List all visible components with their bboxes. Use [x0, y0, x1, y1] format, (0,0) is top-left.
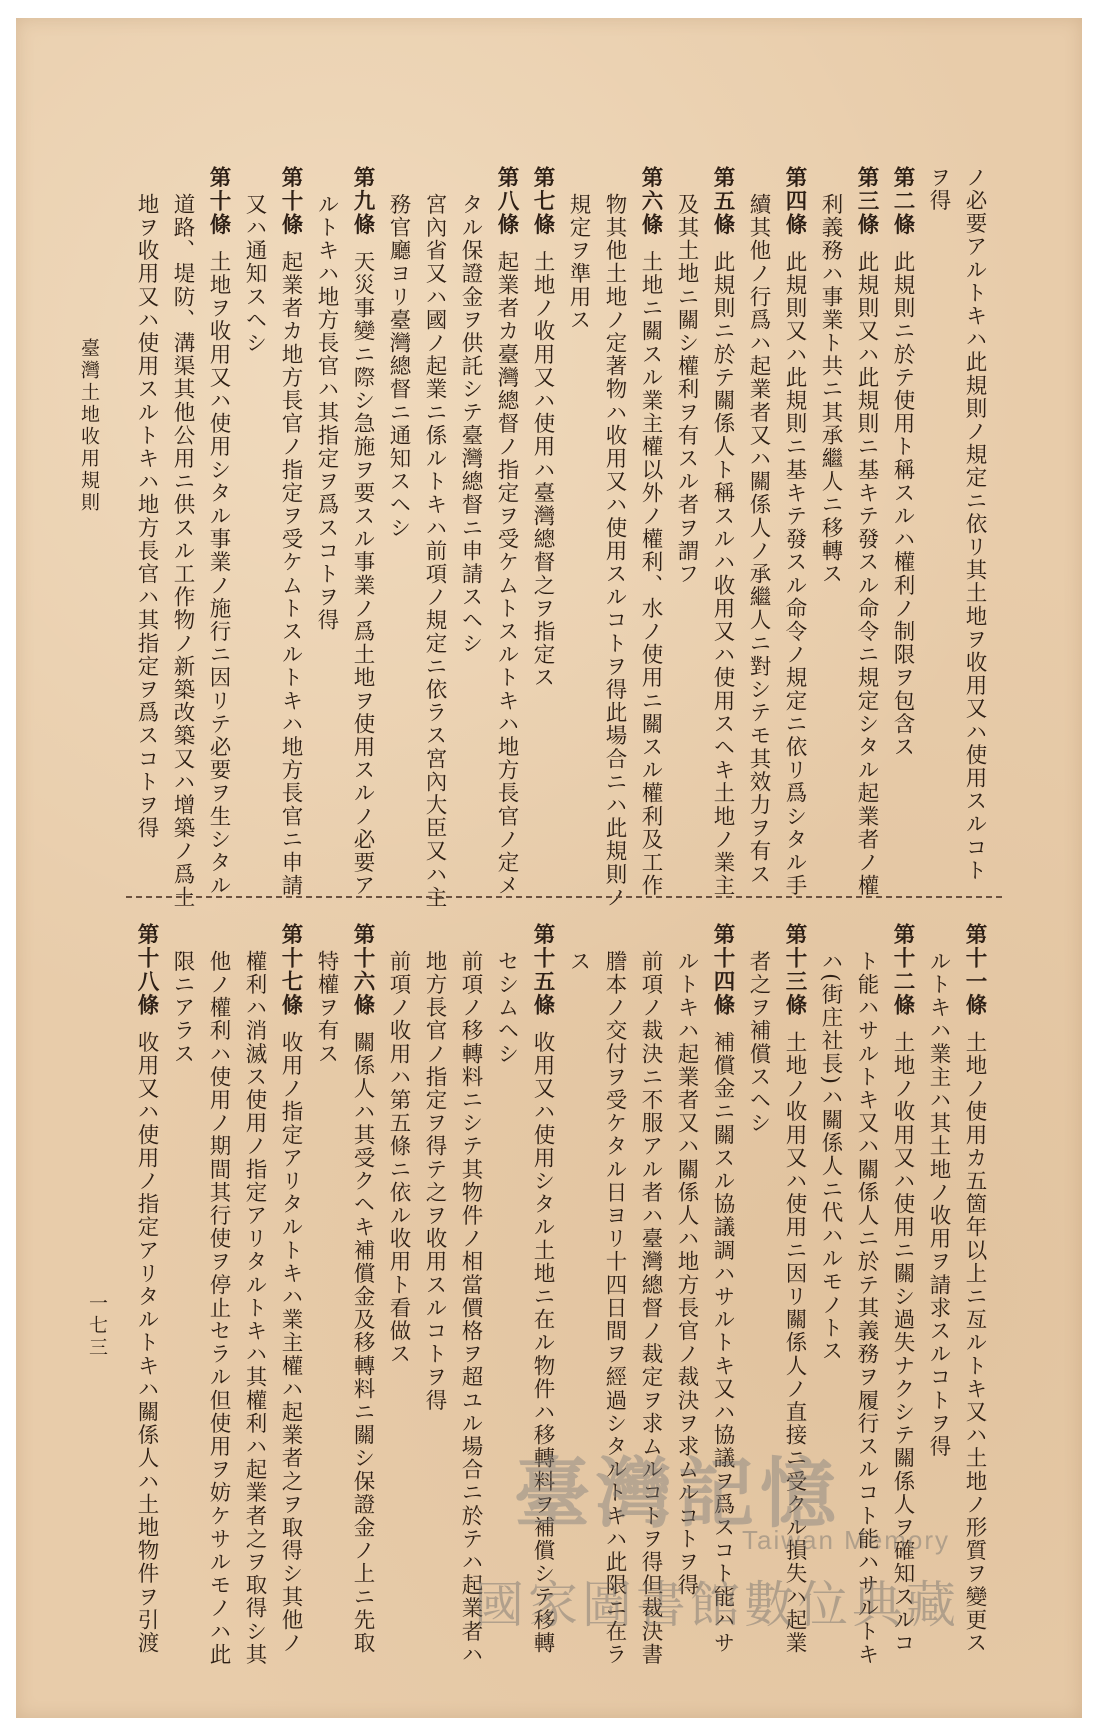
article-heading: 第十條: [206, 166, 231, 237]
article-heading: 第六條: [638, 166, 663, 237]
running-title: 臺灣土地收用規則: [78, 338, 100, 514]
article-text: ヲ得: [926, 166, 951, 213]
text-column: [344, 923, 380, 1655]
article-text: ス: [566, 950, 591, 974]
article-text: 道路、堤防、溝渠其他公用ニ供スル工作物ノ新築改築又ハ增築ノ爲土: [170, 193, 195, 910]
text-column: [236, 923, 272, 1666]
text-column: [380, 923, 416, 1366]
article-text: ルトキハ地方長官ハ其指定ヲ爲スコトヲ得: [314, 193, 339, 632]
text-column: [164, 923, 200, 1066]
article-text: ト能ハサルトキ又ハ關係人ニ於テ其義務ヲ履行スルコト能ハサルトキ: [854, 950, 879, 1667]
article-text: 地ヲ收用又ハ使用スルトキハ地方長官ハ其指定ヲ爲スコトヲ得: [134, 193, 159, 840]
text-column: [344, 166, 380, 897]
article-text: ルトキハ業主ハ其土地ノ收用ヲ請求スルコトヲ得: [926, 950, 951, 1459]
article-text: 土地ノ使用カ五箇年以上ニ亙ルトキ又ハ土地ノ形質ヲ變更ス: [962, 1031, 987, 1655]
article-heading: 第九條: [350, 166, 375, 237]
text-column: [488, 923, 524, 1066]
article-text: セシムヘシ: [494, 950, 519, 1066]
article-text: 起業者カ臺灣總督ノ指定ヲ受ケムトスルトキハ地方長官ノ定メ: [494, 250, 519, 898]
article-heading: 第五條: [710, 166, 735, 237]
text-column: [596, 166, 632, 909]
text-column: [128, 923, 164, 1655]
text-column: [956, 166, 992, 882]
article-text: 收用又ハ使用ノ指定アリタルトキハ關係人ハ土地物件ヲ引渡: [134, 1031, 159, 1655]
article-heading: 第十七條: [278, 923, 303, 1017]
page-number: 一七三: [86, 1293, 108, 1359]
article-text: 此規則又ハ此規則ニ基キテ發スル命令ニ規定シタル起業者ノ權: [854, 250, 879, 898]
library-watermark: [474, 1433, 1034, 1643]
text-column: [560, 166, 596, 332]
text-column: [272, 166, 308, 897]
article-text: 土地ニ關スル業主權以外ノ權利、水ノ使用ニ關スル權利及工作: [638, 250, 663, 898]
text-column: [920, 923, 956, 1458]
article-text: 謄本ノ交付ヲ受ケタル日ヨリ十四日間ヲ經過シタルトキハ此限ニ在ラ: [602, 950, 627, 1667]
article-text: 宮內省又ハ國ノ起業ニ係ルトキハ前項ノ規定ニ依ラス宮內大臣又ハ主: [422, 193, 447, 910]
article-text: 續其他ノ行爲ハ起業者又ハ關係人ノ承繼人ニ對シテモ其效力ヲ有ス: [746, 193, 771, 886]
text-column: [416, 166, 452, 909]
text-column: [668, 166, 704, 586]
article-heading: 第十六條: [350, 923, 375, 1017]
watermark-institution: 國家圖書館數位典藏: [474, 1576, 960, 1634]
text-column: [524, 166, 560, 689]
text-column: [884, 166, 920, 759]
text-column: [128, 166, 164, 840]
text-column: [380, 166, 416, 540]
article-text: 及其土地ニ關シ權利ヲ有スル者ヲ謂フ: [674, 193, 699, 586]
article-text: 權利ハ消滅ス使用ノ指定アリタルトキハ其權利ハ起業者之ヲ取得シ其: [242, 950, 267, 1667]
article-text: 又ハ通知スヘシ: [242, 193, 267, 355]
article-heading: 第十三條: [782, 923, 807, 1017]
article-text: 特權ヲ有ス: [314, 950, 339, 1066]
text-column: [164, 166, 200, 909]
text-column: [812, 923, 848, 1363]
article-text: 利義務ハ事業ト共ニ其承繼人ニ移轉ス: [818, 193, 843, 586]
section-divider: [126, 896, 1002, 898]
article-heading: 第十八條: [134, 923, 159, 1017]
text-column: [632, 166, 668, 897]
article-heading: 第七條: [530, 166, 555, 237]
article-heading: 第二條: [890, 166, 915, 237]
text-column: [560, 923, 596, 973]
article-heading: 第三條: [854, 166, 879, 237]
article-text: 此規則又ハ此規則ニ基キテ發スル命令ノ規定ニ依リ爲シタル手: [782, 250, 807, 898]
article-text: 限ニアラス: [170, 950, 195, 1066]
article-text: 務官廳ヨリ臺灣總督ニ通知スヘシ: [386, 193, 411, 540]
article-text: ノ必要アルトキハ此規則ノ規定ニ依リ其土地ヲ收用又ハ使用スルコト: [962, 166, 987, 883]
text-column: [740, 923, 776, 1135]
text-column: [920, 166, 956, 212]
article-heading: 第八條: [494, 166, 519, 237]
article-text: 物其他土地ノ定著物ハ收用又ハ使用スルコトヲ得此場合ニハ此規則ノ: [602, 193, 627, 910]
text-column: [200, 923, 236, 1666]
article-text: 補償金ニ關スル協議調ハサルトキ又ハ協議ヲ爲スコト能ハサ: [710, 1031, 735, 1655]
document-page: [16, 18, 1082, 1718]
article-text: タル保證金ヲ供託シテ臺灣總督ニ申請スヘシ: [458, 193, 483, 655]
text-column: [308, 923, 344, 1066]
article-text: 規定ヲ準用ス: [566, 193, 591, 332]
text-column: [236, 166, 272, 355]
watermark-main: 臺灣記憶: [514, 1449, 842, 1538]
text-column: [200, 166, 236, 897]
text-column: [776, 166, 812, 897]
article-text: 前項ノ收用ハ第五條ニ依ル收用ト看做ス: [386, 950, 411, 1366]
article-heading: 第十四條: [710, 923, 735, 1017]
article-text: 土地ノ收用又ハ使用ハ臺灣總督之ヲ指定ス: [530, 250, 555, 690]
text-column: [704, 166, 740, 897]
article-text: 前項ノ移轉料ニシテ其物件ノ相當價格ヲ超ユル場合ニ於テハ起業者ハ: [458, 950, 483, 1667]
text-column: [416, 923, 452, 1412]
article-text: 關係人ハ其受クヘキ補償金及移轉料ニ關シ保證金ノ上ニ先取: [350, 1031, 375, 1655]
text-column: [308, 166, 344, 632]
text-column: [272, 923, 308, 1655]
article-text: 起業者カ地方長官ノ指定ヲ受ケムトスルトキハ地方長官ニ申請: [278, 250, 303, 898]
text-column: [452, 166, 488, 655]
article-heading: 第十五條: [530, 923, 555, 1017]
article-text: 地方長官ノ指定ヲ得テ之ヲ收用スルコトヲ得: [422, 950, 447, 1412]
article-text: 者之ヲ補償スヘシ: [746, 950, 771, 1135]
article-text: 前項ノ裁決ニ不服アル者ハ臺灣總督ノ裁定ヲ求ムルコトヲ得但裁決書: [638, 950, 663, 1667]
article-text: 土地ヲ收用又ハ使用シタル事業ノ施行ニ因リテ必要ヲ生シタル: [206, 250, 231, 898]
article-heading: 第十條: [278, 166, 303, 237]
text-column: [488, 166, 524, 897]
article-text: 收用ノ指定アリタルトキハ業主權ハ起業者之ヲ取得シ其他ノ: [278, 1031, 303, 1655]
article-heading: 第十二條: [890, 923, 915, 1017]
article-text: 土地ノ收用又ハ使用ニ關シ過失ナクシテ關係人ヲ確知スルコ: [890, 1031, 915, 1655]
article-text: ハ(街庄社長)ハ關係人ニ代ハルモノトス: [818, 950, 843, 1363]
upper-text-block: [128, 166, 992, 910]
article-text: 此規則ニ於テ關係人ト稱スルハ收用又ハ使用スヘキ土地ノ業主: [710, 250, 735, 898]
article-text: 他ノ權利ハ使用ノ期間其行使ヲ停止セラル但使用ヲ妨ケサルモノハ此: [206, 950, 231, 1667]
article-text: ルトキハ起業者又ハ關係人ハ地方長官ノ裁決ヲ求ムルコトヲ得: [674, 950, 699, 1597]
text-column: [848, 166, 884, 897]
article-text: 天災事變ニ際シ急施ヲ要スル事業ノ爲土地ヲ使用スルノ必要ア: [350, 250, 375, 898]
text-column: [812, 166, 848, 586]
article-heading: 第十一條: [962, 923, 987, 1017]
article-text: 土地ノ收用又ハ使用ニ因リ關係人ノ直接ニ受クル損失ハ起業: [782, 1031, 807, 1655]
article-text: 此規則ニ於テ使用ト稱スルハ權利ノ制限ヲ包含ス: [890, 250, 915, 759]
text-column: [740, 166, 776, 886]
article-heading: 第四條: [782, 166, 807, 237]
watermark-english: Taiwan Memory: [742, 1525, 951, 1555]
article-text: 收用又ハ使用シタル土地ニ在ル物件ハ移轉料ヲ補償シテ移轉: [530, 1031, 555, 1655]
